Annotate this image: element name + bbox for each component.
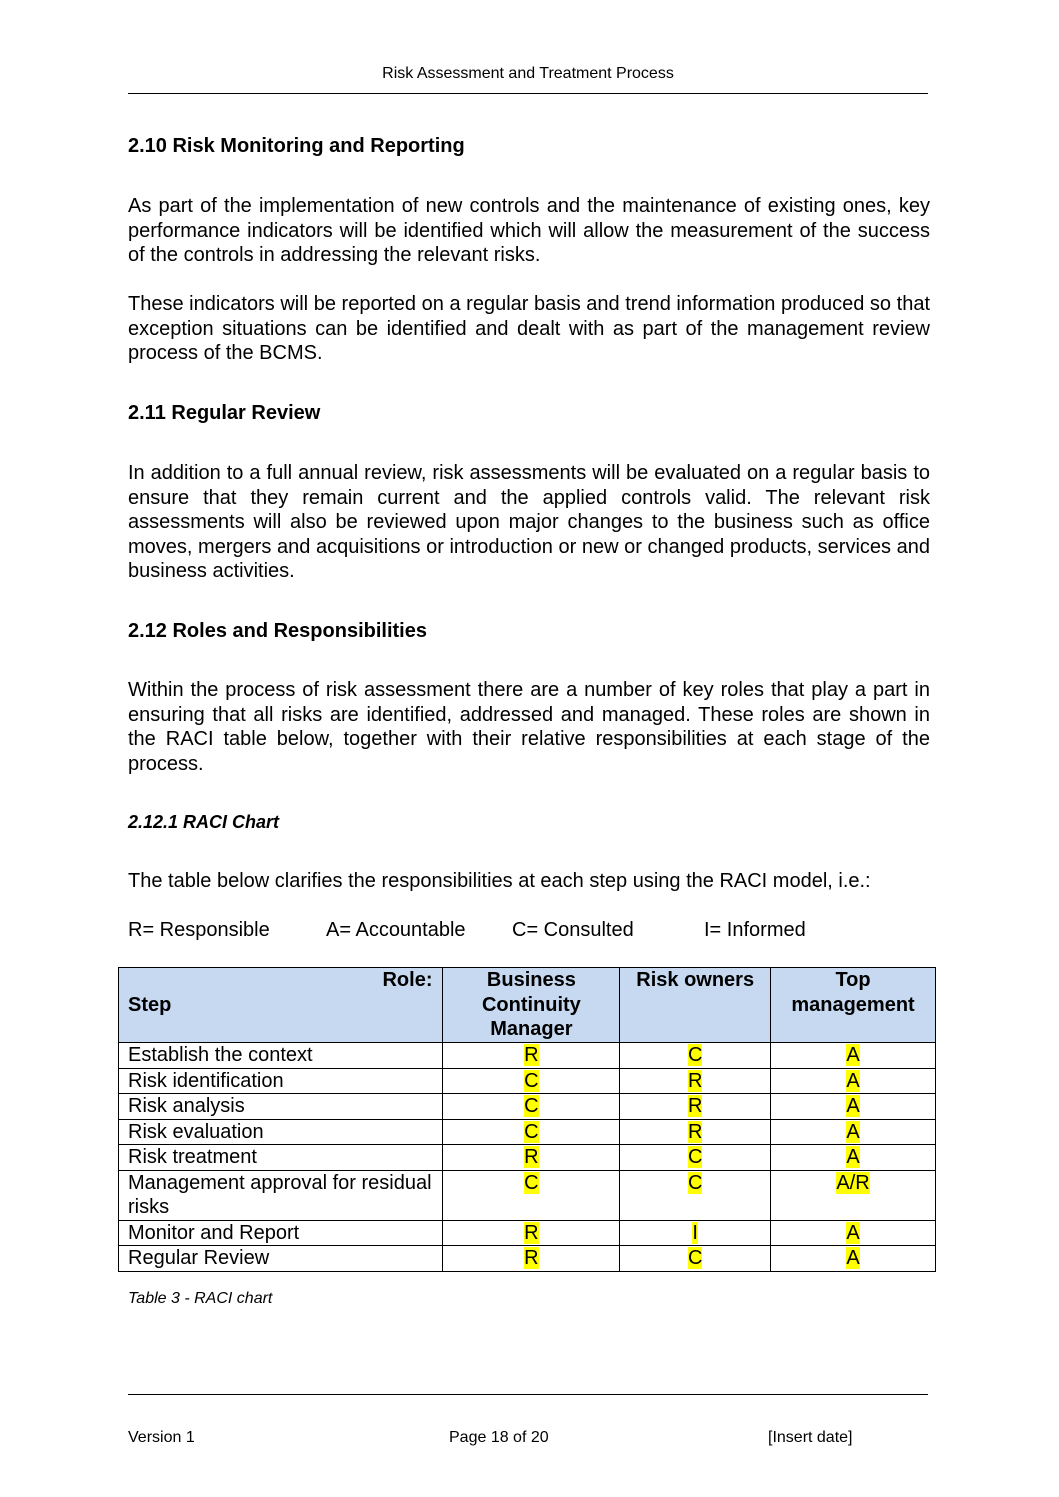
footer-version: Version 1 <box>128 1429 195 1446</box>
legend-accountable: A= Accountable <box>326 919 466 941</box>
raci-table <box>118 967 936 1272</box>
value-cell <box>771 1068 936 1094</box>
step-cell: Risk analysis <box>119 1094 443 1120</box>
value-cell <box>620 1094 771 1120</box>
value-cell <box>443 1043 620 1069</box>
role-step-header <box>119 968 443 1043</box>
raci-value: C <box>524 1095 539 1117</box>
value-cell <box>771 1094 936 1120</box>
table-caption: Table 3 - RACI chart <box>128 1290 273 1307</box>
raci-value: R <box>524 1146 539 1168</box>
value-cell <box>443 1068 620 1094</box>
section-heading-2-11: 2.11 Regular Review <box>128 402 321 424</box>
value-cell <box>620 1068 771 1094</box>
raci-value: I <box>692 1221 698 1244</box>
value-cell <box>443 1220 620 1246</box>
value-cell <box>443 1119 620 1145</box>
step-cell: Establish the context <box>119 1043 443 1069</box>
table-row <box>119 1145 936 1171</box>
paragraph-2-12-1: Within the process of risk assessment there are a number of key roles that play a part in ensuring that all risks are identified, addressed and managed. These roles are shown in the RACI table below, together with their relative responsibilities at each stage of the process. <box>128 679 930 775</box>
raci-value: R <box>524 1221 539 1244</box>
value-cell <box>443 1145 620 1171</box>
footer-rule <box>128 1394 928 1395</box>
step-cell: Regular Review <box>119 1246 443 1272</box>
step-cell: Risk identification <box>119 1068 443 1094</box>
raci-value: R <box>687 1095 703 1117</box>
table-row <box>119 1220 936 1246</box>
table-row <box>119 1119 936 1145</box>
value-cell <box>443 1094 620 1120</box>
raci-header-row <box>119 968 936 1043</box>
value-cell <box>620 1170 771 1220</box>
column-header-risk-owners: Risk owners <box>620 968 771 1043</box>
value-cell <box>771 1119 936 1145</box>
raci-value: A <box>846 1146 860 1168</box>
subsection-heading-2-12-1: 2.12.1 RACI Chart <box>128 812 280 832</box>
raci-value: C <box>687 1044 703 1066</box>
step-cell: Risk evaluation <box>119 1119 443 1145</box>
raci-value: R <box>524 1247 539 1269</box>
value-cell <box>771 1220 936 1246</box>
value-cell <box>620 1119 771 1145</box>
value-cell <box>771 1145 936 1171</box>
legend-responsible: R= Responsible <box>128 919 270 941</box>
raci-value: C <box>524 1120 539 1143</box>
legend-consulted: C= Consulted <box>512 919 634 941</box>
table-row <box>119 1170 936 1220</box>
raci-value: A <box>846 1069 860 1092</box>
value-cell <box>620 1043 771 1069</box>
section-heading-2-10: 2.10 Risk Monitoring and Reporting <box>128 135 465 157</box>
value-cell <box>771 1170 936 1220</box>
value-cell <box>771 1246 936 1272</box>
step-cell: Management approval for residual risks <box>119 1170 443 1220</box>
raci-value: C <box>687 1171 703 1194</box>
value-cell <box>620 1145 771 1171</box>
raci-value: A <box>846 1095 860 1117</box>
raci-value: R <box>687 1120 703 1143</box>
raci-value: A <box>846 1221 860 1244</box>
raci-value: A <box>846 1120 860 1143</box>
raci-value: C <box>524 1171 539 1194</box>
step-cell: Risk treatment <box>119 1145 443 1171</box>
step-cell: Monitor and Report <box>119 1220 443 1246</box>
raci-value: R <box>687 1069 703 1092</box>
footer-date: [Insert date] <box>768 1429 853 1446</box>
paragraph-2-11-1: In addition to a full annual review, risk assessments will be evaluated on a regular basis to ensure that they remain current and the applied controls valid. The relevant risk assessments will also be reviewed upon major changes to the business such as office moves, mergers and acquisitions or introduction or new or changed products, services and business activities. <box>128 462 930 582</box>
column-header-bcm: Business Continuity Manager <box>443 968 620 1043</box>
raci-value: C <box>524 1069 539 1092</box>
raci-intro: The table below clarifies the responsibilities at each step using the RACI model, i.e.: <box>128 870 871 892</box>
value-cell <box>771 1043 936 1069</box>
value-cell <box>443 1170 620 1220</box>
footer-page-number: Page 18 of 20 <box>449 1429 549 1446</box>
paragraph-2-10-2: These indicators will be reported on a regular basis and trend information produced so that exception situations can be identified and dealt with as part of the management review process of the BCMS. <box>128 293 930 364</box>
section-heading-2-12: 2.12 Roles and Responsibilities <box>128 620 427 642</box>
value-cell <box>620 1246 771 1272</box>
raci-value: C <box>687 1247 703 1269</box>
raci-value: C <box>687 1146 703 1168</box>
table-row <box>119 1094 936 1120</box>
value-cell <box>620 1220 771 1246</box>
paragraph-2-10-1: As part of the implementation of new controls and the maintenance of existing ones, key performance indicators will be identified which will allow the measurement of the success of the controls in addressing the relevant risks. <box>128 195 930 266</box>
step-label: Step <box>128 994 172 1016</box>
table-row <box>119 1246 936 1272</box>
table-row <box>119 1068 936 1094</box>
table-row <box>119 1043 936 1069</box>
raci-value: A <box>846 1247 860 1269</box>
column-header-top-management: Top management <box>771 968 936 1043</box>
raci-value: A <box>846 1044 860 1066</box>
raci-value: R <box>524 1044 539 1066</box>
legend-informed: I= Informed <box>704 919 806 941</box>
page-header-title: Risk Assessment and Treatment Process <box>382 65 674 82</box>
raci-value: A/R <box>836 1171 870 1194</box>
header-rule <box>128 93 928 94</box>
role-label: Role: <box>382 969 433 991</box>
value-cell <box>443 1246 620 1272</box>
